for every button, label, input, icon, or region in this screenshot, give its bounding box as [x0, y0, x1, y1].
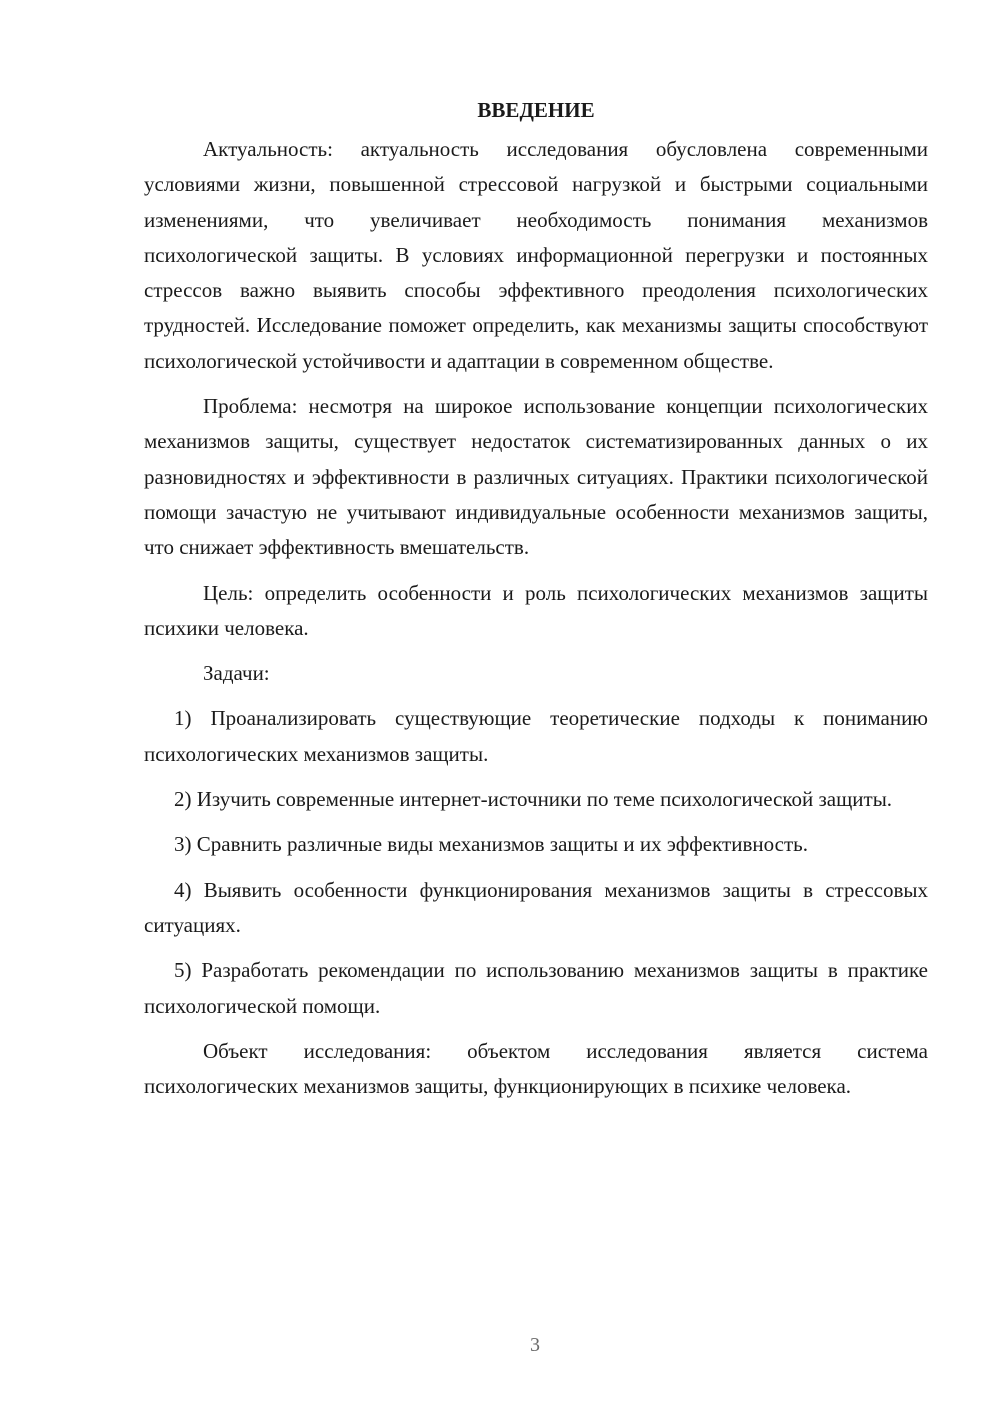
tasks-label: Задачи:	[203, 661, 270, 686]
task-item-2: 2) Изучить современные интернет-источники по теме психологической защиты.	[174, 787, 893, 812]
object-paragraph: Объект исследования: объектом исследования является система психологических механизмов защиты, функционирующих в психике человека.	[144, 1038, 928, 1099]
task-item-4: 4) Выявить особенности функционирования механизмов защиты в стрессовых ситуациях.	[144, 877, 928, 937]
goal-paragraph: Цель: определить особенности и роль психологических механизмов защиты психики человека.	[144, 580, 928, 640]
section-heading: ВВЕДЕНИЕ	[477, 98, 595, 122]
task-item-5: 5) Разработать рекомендации по использованию механизмов защиты в практике психологической помощи.	[144, 958, 928, 1018]
task-item-3: 3) Сравнить различные виды механизмов защиты и их эффективность.	[174, 832, 808, 857]
problem-paragraph: Проблема: несмотря на широкое использование концепции психологических механизмов защиты, существует недостаток систематизированных данных о их разновидностях и эффективности в различных ситуациях. Практики психологической помощи зачастую не учитывают индивидуальные особенности механизмов защиты, что снижает эффективность вмешательств.	[144, 394, 928, 560]
task-item-1: 1) Проанализировать существующие теоретические подходы к пониманию психологических механизмов защиты.	[144, 706, 928, 766]
page-content	[144, 92, 928, 1114]
page-number: 3	[530, 1334, 540, 1356]
relevance-paragraph: Актуальность: актуальность исследования обусловлена современными условиями жизни, повышенной стрессовой нагрузкой и быстрыми социальными изменениями, что увеличивает необходимость понимания механизмов психологической защиты. В условиях информационной перегрузки и постоянных стрессов важно выявить способы эффективного преодоления психологических трудностей. Исследование поможет определить, как механизмы защиты способствуют психологической устойчивости и адаптации в современном обществе.	[144, 137, 928, 373]
